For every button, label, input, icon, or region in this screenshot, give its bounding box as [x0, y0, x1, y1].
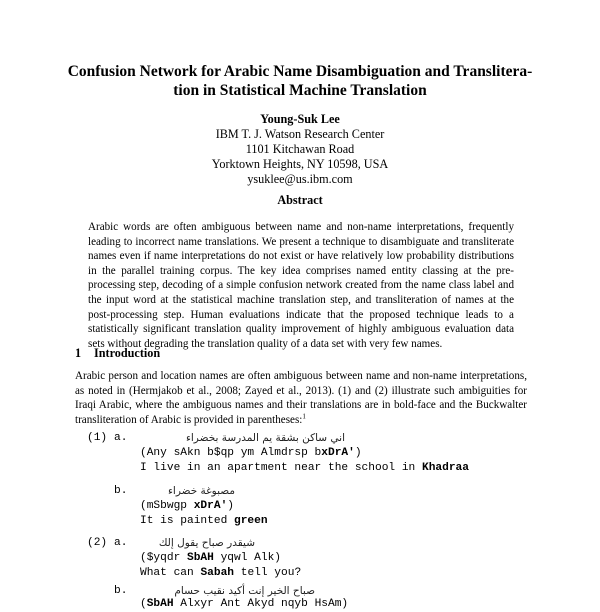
intro-paragraph: [75, 369, 527, 427]
example-2-number: (2): [87, 537, 108, 549]
author-name: Young-Suk Lee: [260, 112, 340, 126]
example-2b-transliteration: (SbAH Alxyr Ant Akyd nqyb HsAm): [140, 598, 349, 610]
example-1b-letter: b.: [114, 485, 128, 497]
example-1-number: (1): [87, 432, 108, 444]
example-1b-arabic: مصبوغة خضراء: [167, 485, 235, 497]
title-line-1: Confusion Network for Arabic Name Disambiguation and Translitera-: [67, 63, 533, 80]
abstract-text: Arabic words are often ambiguous between name and non-name interpretations, frequently leading to incorrect name translations. We present a technique to disambiguate and transliterate names even if name interpretations do not exist or have relatively low probability distributions in the parallel training corpus. The key idea comprises named entity classing at the pre-processing step, decoding of a simple confusion network created from the name class label and the input word at the statistical machine translation step, and transliteration of names at the post-processing step. Human evaluations indicate that the proposed technique leads to a statistically significant translation quality improvement of highly ambiguous evaluation data sets without degrading the translation quality of a data set with very few names.: [88, 221, 514, 350]
example-2b-arabic: صباح الخير إنت أكيد نقيب حسام: [174, 585, 315, 597]
example-1a-transliteration: (Any sAkn b$qp ym Almdrsp bxDrA'): [140, 447, 362, 459]
example-1b-transliteration: (mSbwgp xDrA'): [140, 500, 235, 512]
example-1a-english: I live in an apartment near the school in Khadraa: [140, 462, 469, 474]
example-1a-arabic: اني ساكن بشقة يم المدرسة بخضراء: [185, 432, 345, 444]
example-2a-arabic: شيقدر صباح يقول إلك: [158, 537, 255, 549]
section-heading: [75, 346, 160, 361]
example-2b-letter: b.: [114, 585, 128, 597]
author-address-2: Yorktown Heights, NY 10598, USA: [211, 157, 389, 171]
section-title: Introduction: [94, 346, 161, 360]
title-line-2: tion in Statistical Machine Translation: [173, 82, 427, 99]
example-2a-transliteration: ($yqdr SbAH yqwl Alk): [140, 552, 281, 564]
intro-text: Arabic person and location names are often ambiguous between name and non-name interpretations, as noted in (Hermjakob et al., 2008; Zayed et al., 2013). (1) and (2) illustrate such ambiguities for Iraqi Arabic, where the ambiguous names and their translations are in bold-face and the Buckwalter transliteration of Arabic is provided in parentheses:: [75, 370, 527, 426]
abstract-heading: Abstract: [277, 193, 323, 207]
section-number: 1: [75, 346, 82, 360]
paper-title: [40, 62, 560, 100]
author-affiliation: IBM T. J. Watson Research Center: [215, 127, 385, 141]
example-1a-letter: a.: [114, 432, 128, 444]
author-email: ysuklee@us.ibm.com: [247, 172, 353, 186]
author-block: [100, 112, 500, 187]
example-2a-english: What can Sabah tell you?: [140, 567, 302, 579]
example-2a-letter: a.: [114, 537, 128, 549]
footnote-mark: 1: [302, 412, 306, 421]
example-1b-english: It is painted green: [140, 515, 268, 527]
author-address-1: 1101 Kitchawan Road: [245, 142, 355, 156]
